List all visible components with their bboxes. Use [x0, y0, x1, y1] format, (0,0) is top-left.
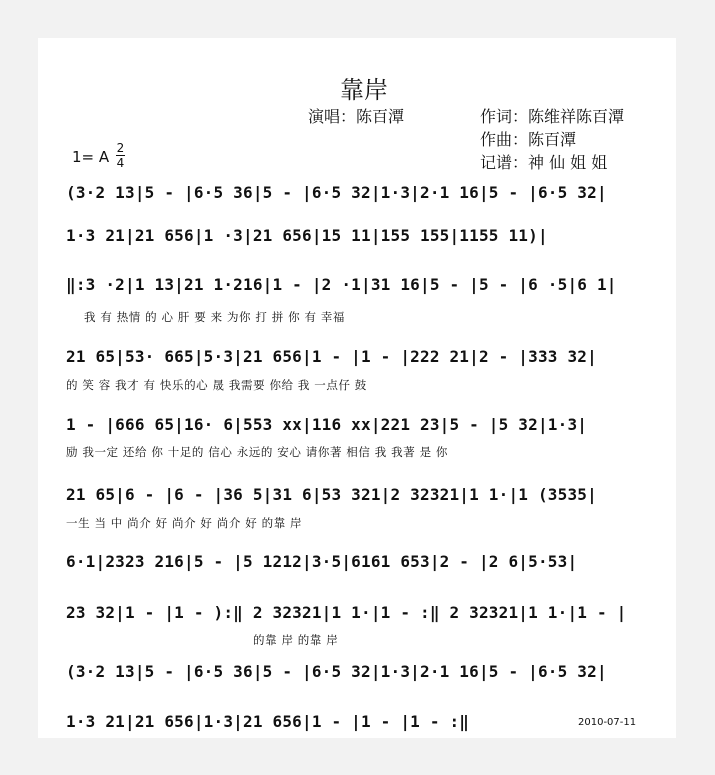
score-row: (3·2 13|5 - |6·5 36|5 - |6·5 32|1·3|2·1 16|5 - |6·5 32| [66, 662, 607, 681]
lyric-line: 一生 当 中 尚介 好 尚介 好 尚介 好 的靠 岸 [66, 516, 303, 530]
score-row: 1·3 21|21 656|1 ·3|21 656|15 11|155 155|1155 11)| [66, 226, 548, 245]
score-row: 21 65|53· 665|5·3|21 656|1 - |1 - |222 21|2 - |333 32| [66, 347, 597, 366]
composer-credit: 作曲：陈百潭 [480, 130, 577, 149]
lyric-line: 的靠 岸 的靠 岸 [253, 633, 339, 647]
time-signature [116, 142, 125, 169]
singer-credit: 演唱：陈百潭 [308, 107, 405, 126]
score-row: ‖:3 ·2|1 13|21 1·216|1 - |2 ·1|31 16|5 - |5 - |6 ·5|6 1| [66, 275, 617, 294]
score-row: 23 32|1 - |1 - ):‖ 2 32321|1 1·|1 - :‖ 2 32321|1 1·|1 - | [66, 603, 627, 622]
score-row: 6·1|2323 216|5 - |5 1212|3·5|6161 653|2 - |2 6|5·53| [66, 552, 578, 571]
lyric-line: 我 有 热情 的 心 肝 要 来 为你 打 拼 你 有 幸福 [84, 310, 346, 324]
song-title: 靠岸 [340, 76, 388, 104]
time-signature-upper: 2 [116, 141, 125, 155]
lyric-line: 的 笑 容 我才 有 快乐的心 晟 我需要 你给 我 一点仔 鼓 [66, 378, 367, 392]
score-row: 1 - |666 65|16· 6|553 xx|116 xx|221 23|5 - |5 32|1·3| [66, 415, 588, 434]
lyric-line: 励 我一定 还给 你 十足的 信心 永远的 安心 请你著 相信 我 我著 是 你 [66, 445, 449, 459]
transcriber-credit: 记谱：神 仙 姐 姐 [480, 153, 608, 172]
score-row: 21 65|6 - |6 - |36 5|31 6|53 321|2 32321|1 1·|1 (3535| [66, 485, 597, 504]
time-signature-lower: 4 [116, 156, 125, 170]
score-row: 1·3 21|21 656|1·3|21 656|1 - |1 - |1 - :‖ [66, 712, 470, 731]
key-signature: 1= A [72, 148, 110, 166]
score-row: (3·2 13|5 - |6·5 36|5 - |6·5 32|1·3|2·1 16|5 - |6·5 32| [66, 183, 607, 202]
date-stamp: 2010-07-11 [578, 717, 637, 728]
lyricist-credit: 作词：陈维祥陈百潭 [480, 107, 625, 126]
